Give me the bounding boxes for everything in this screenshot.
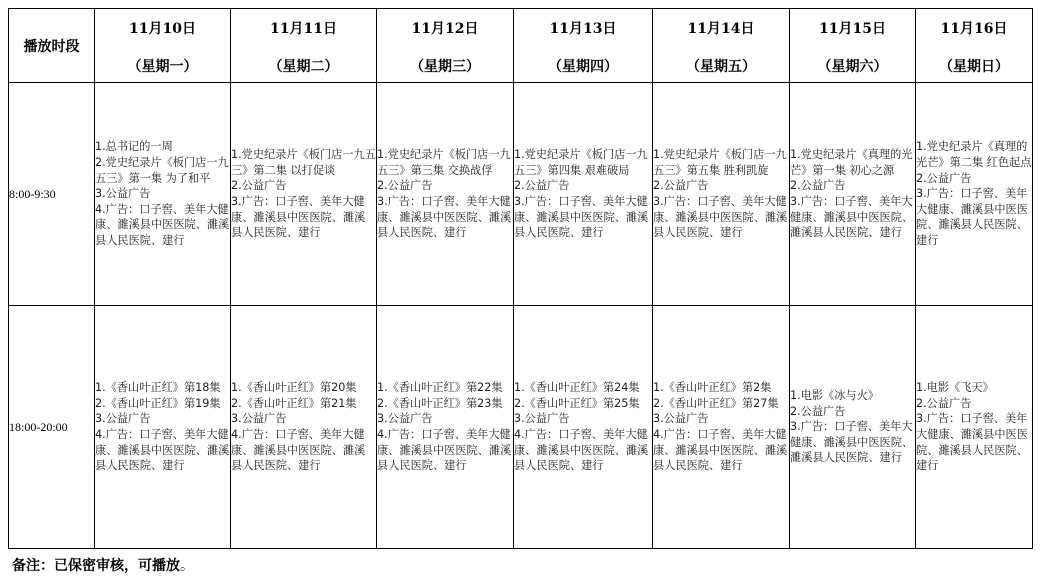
program-cell: 1.党史纪录片《板门店一九五三》第三集 交换战俘 2.公益广告 3.广告：口子窖、美年大健康、濉溪县中医医院、濉溪县人民医院、建行 — [377, 83, 514, 306]
day-date: 11月14日 — [687, 20, 755, 37]
day-weekday: （星期三） — [410, 58, 480, 75]
program-cell: 1.党史纪录片《板门店一九五三》第二集 以打促谈 2.公益广告 3.广告：口子窖、美年大健康、濉溪县中医医院、濉溪县人民医院、建行 — [231, 83, 377, 306]
day-date: 11月10日 — [129, 20, 196, 37]
day-date: 11月15日 — [819, 20, 886, 37]
day-header-fri — [653, 9, 790, 83]
program-cell: 1.《香山叶正红》第24集 2.《香山叶正红》第25集 3.公益广告 4.广告：口子窖、美年大健康、濉溪县中医医院、濉溪县人民医院、建行 — [514, 306, 653, 549]
program-cell: 1.党史纪录片《真理的光芒》第二集 红色起点 2.公益广告 3.广告：口子窖、美年大健康、濉溪县中医医院、濉溪县人民医院、建行 — [916, 83, 1033, 306]
program-cell: 1.《香山叶正红》第22集 2.《香山叶正红》第23集 3.公益广告 4.广告：口子窖、美年大健康、濉溪县中医医院、濉溪县人民医院、建行 — [377, 306, 514, 549]
broadcast-schedule-table — [8, 8, 1033, 549]
time-slot-cell: 18:00-20:00 — [9, 306, 95, 549]
program-cell: 1.电影《飞天》 2.公益广告 3.广告：口子窖、美年大健康、濉溪县中医医院、濉溪县人民医院、建行 — [916, 306, 1033, 549]
footnote-end: 。 — [180, 558, 194, 574]
program-cell: 1.《香山叶正红》第18集 2.《香山叶正红》第19集 3.公益广告 4.广告：口子窖、美年大健康、濉溪县中医医院、濉溪县人民医院、建行 — [95, 306, 231, 549]
program-cell: 1.《香山叶正红》第20集 2.《香山叶正红》第21集 3.公益广告 4.广告：口子窖、美年大健康、濉溪县中医医院、濉溪县人民医院、建行 — [231, 306, 377, 549]
table-row — [9, 83, 1033, 306]
day-date: 11月11日 — [270, 20, 337, 37]
day-header-thu — [514, 9, 653, 83]
program-cell: 1.总书记的一周 2.党史纪录片《板门店一九五三》第一集 为了和平 3.公益广告 4.广告：口子窖、美年大健康、濉溪县中医医院、濉溪县人民医院、建行 — [95, 83, 231, 306]
program-cell: 1.电影《冰与火》 2.公益广告 3.广告：口子窖、美年大健康、濉溪县中医医院、濉溪县人民医院、建行 — [790, 306, 916, 549]
program-cell: 1.党史纪录片《真理的光芒》第一集 初心之源 2.公益广告 3.广告：口子窖、美年大健康、濉溪县中医医院、濉溪县人民医院、建行 — [790, 83, 916, 306]
table-row — [9, 306, 1033, 549]
day-header-tue — [231, 9, 377, 83]
program-cell: 1.党史纪录片《板门店一九五三》第五集 胜利凯旋 2.公益广告 3.广告：口子窖、美年大健康、濉溪县中医医院、濉溪县人民医院、建行 — [653, 83, 790, 306]
day-header-wed — [377, 9, 514, 83]
day-date: 11月16日 — [940, 20, 1008, 37]
day-header-sat — [790, 9, 916, 83]
header-row — [9, 9, 1033, 83]
day-weekday: （星期二） — [268, 58, 339, 75]
program-cell: 1.党史纪录片《板门店一九五三》第四集 艰难破局 2.公益广告 3.广告：口子窖、美年大健康、濉溪县中医医院、濉溪县人民医院、建行 — [514, 83, 653, 306]
slot-column-header: 播放时段 — [9, 9, 95, 83]
day-weekday: （星期一） — [127, 58, 198, 75]
day-weekday: （星期六） — [817, 58, 888, 75]
footnote-text: 备注：已保密审核，可播放 — [12, 558, 180, 574]
program-cell: 1.《香山叶正红》第2集 2.《香山叶正红》第27集 3.公益广告 4.广告：口子窖、美年大健康、濉溪县中医医院、濉溪县人民医院、建行 — [653, 306, 790, 549]
time-slot-cell: 8:00-9:30 — [9, 83, 95, 306]
day-date: 11月12日 — [411, 20, 479, 37]
day-header-mon — [95, 9, 231, 83]
day-weekday: （星期日） — [939, 58, 1009, 75]
footnote — [12, 555, 194, 575]
day-weekday: （星期四） — [548, 58, 618, 75]
day-weekday: （星期五） — [686, 58, 756, 75]
day-date: 11月13日 — [549, 20, 617, 37]
day-header-sun — [916, 9, 1033, 83]
